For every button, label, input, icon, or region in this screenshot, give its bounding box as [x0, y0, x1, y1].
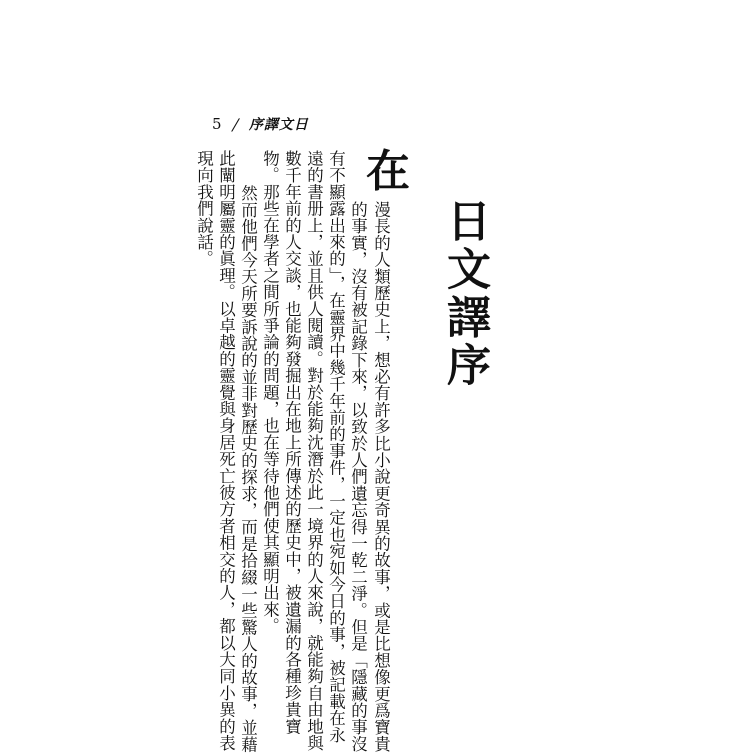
body-column-4: 遠的書册上，並且供人閱讀。對於能夠沈潛於此一境界的人來說，就能夠自由地與 — [304, 150, 324, 752]
body-column-8: 此闡明屬靈的眞理。以卓越的靈覺與身居死亡彼方者相交的人，都以大同小異的表 — [216, 150, 236, 752]
page-number: 5 — [212, 115, 223, 133]
body-column-9: 現向我們說話。 — [194, 150, 214, 267]
chapter-title: 日文譯序 — [439, 198, 490, 390]
header-separator: / — [230, 114, 242, 134]
running-header — [212, 113, 309, 135]
body-column-2: 的事實，沒有被記錄下來，以致於人們遺忘得一乾二淨。但是「隱藏的事沒 — [348, 201, 368, 753]
drop-cap: 在 — [366, 146, 410, 197]
body-column-5: 數千年前的人交談，也能夠發掘出在地上所傳述的歷史中，被遺漏的各種珍貴寶 — [282, 150, 302, 735]
body-column-1: 漫長的人類歷史上，想必有許多比小說更奇異的故事，或是比想像更爲寶貴 — [371, 201, 391, 753]
body-column-6: 物。那些在學者之間所爭論的問題，也在等待他們使其顯明出來。 — [260, 150, 280, 635]
body-column-7: 然而他們今天所要訴說的並非對歷史的探求，而是拾綴一些驚人的故事，並藉 — [238, 168, 258, 753]
running-title: 序譯文日 — [248, 117, 309, 133]
body-column-3: 有不顯露出來的」，在靈界中幾千年前的事件，一定也宛如今日的事，被記載在永 — [326, 150, 346, 743]
